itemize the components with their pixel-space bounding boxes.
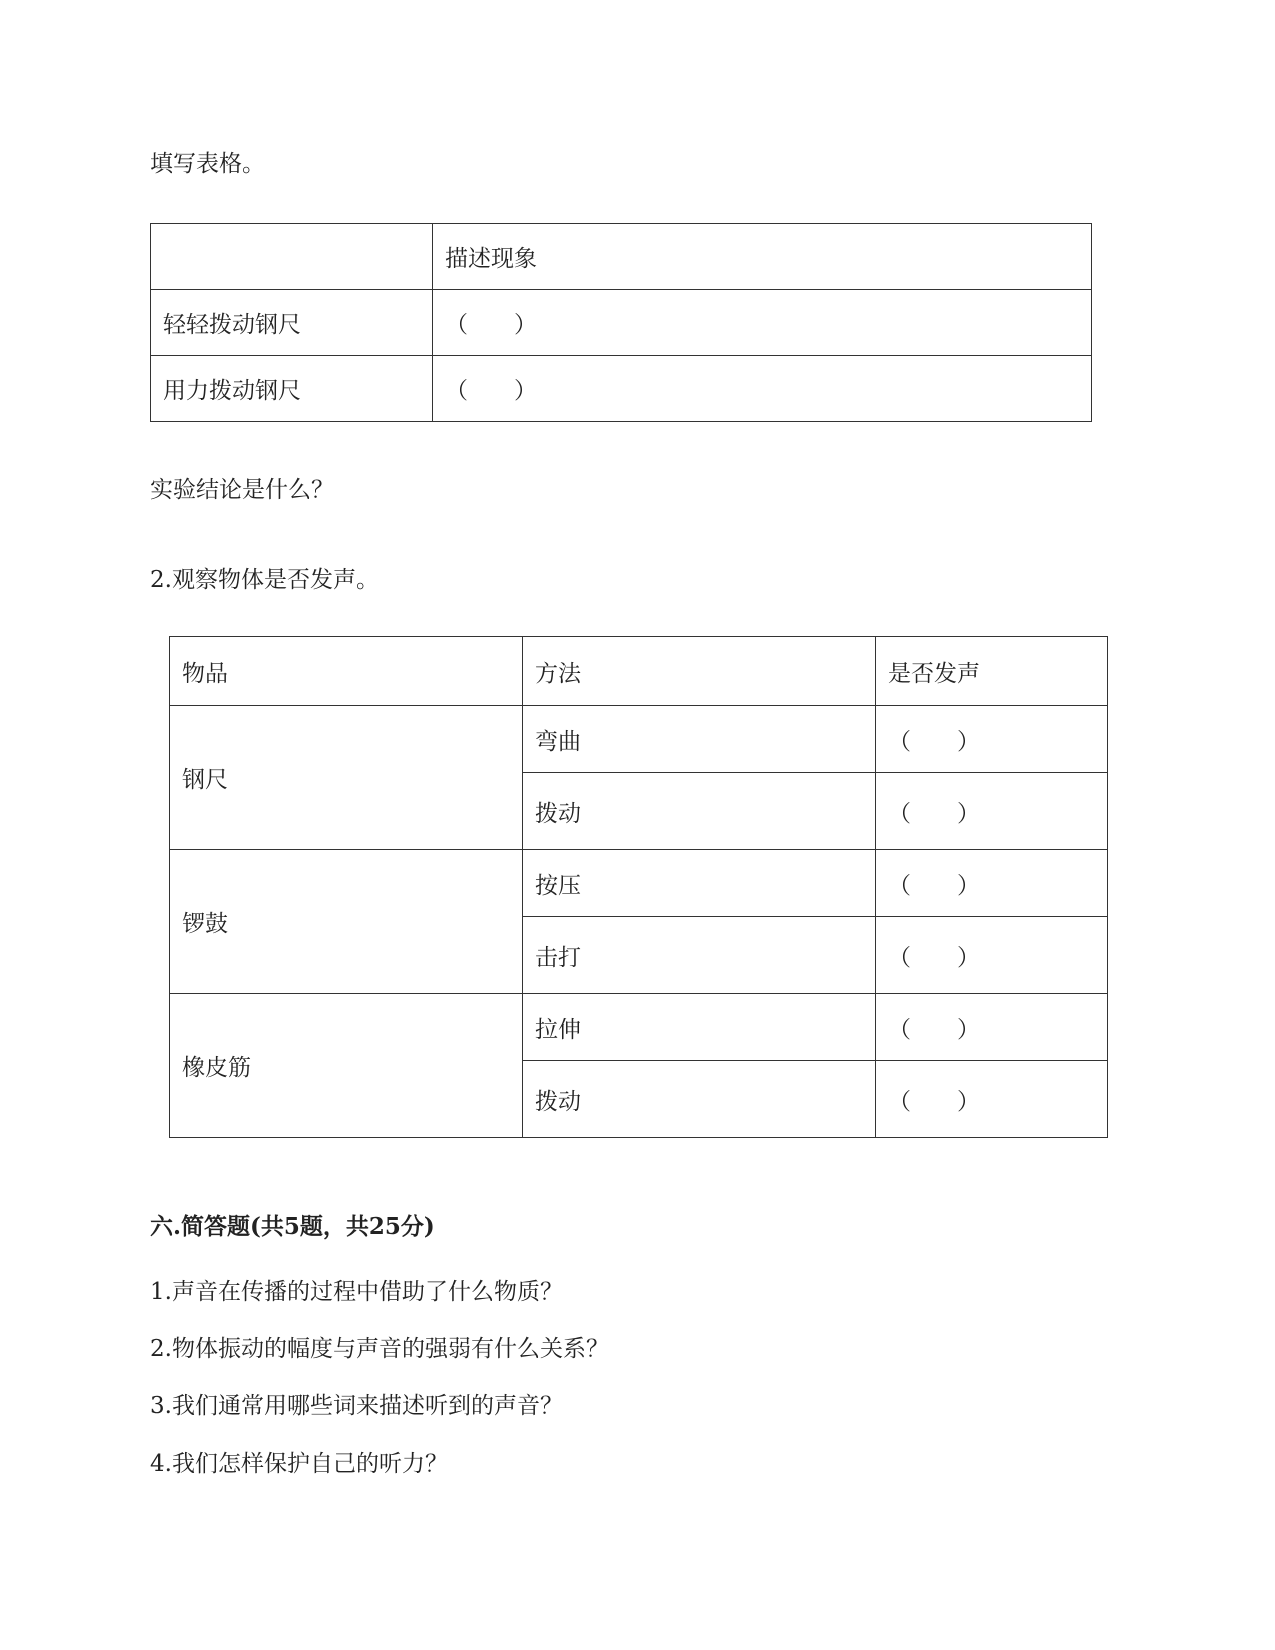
section-6-heading: 六.简答题(共5题，共25分) (150, 1213, 435, 1240)
short-answer-question: 1.声音在传播的过程中借助了什么物质？ (150, 1279, 563, 1305)
conclusion-prompt: 实验结论是什么？ (150, 477, 334, 503)
answer-blank: （ ） (876, 994, 1108, 1061)
table-row (151, 356, 1092, 422)
short-answer-question: 3.我们通常用哪些词来描述听到的声音？ (150, 1393, 563, 1419)
method-cell: 拨动 (523, 1061, 876, 1138)
answer-blank: （ ） (876, 773, 1108, 850)
method-cell: 弯曲 (523, 706, 876, 773)
answer-blank: （ ） (433, 290, 1092, 356)
phenomenon-table (150, 223, 1092, 422)
item-cell: 锣鼓 (170, 850, 523, 994)
table-header-cell (151, 224, 433, 290)
question-2-title: 2.观察物体是否发声。 (150, 567, 379, 593)
table-header-row (151, 224, 1092, 290)
item-cell: 钢尺 (170, 706, 523, 850)
row-label: 轻轻拨动钢尺 (151, 290, 433, 356)
table-row (170, 850, 1108, 917)
answer-blank: （ ） (876, 1061, 1108, 1138)
short-answer-question: 2.物体振动的幅度与声音的强弱有什么关系？ (150, 1336, 609, 1362)
table-header-cell: 方法 (523, 637, 876, 706)
table-header-cell: 是否发声 (876, 637, 1108, 706)
table-header-cell: 描述现象 (433, 224, 1092, 290)
answer-blank: （ ） (433, 356, 1092, 422)
item-cell: 橡皮筋 (170, 994, 523, 1138)
table-row (170, 706, 1108, 773)
table-header-row (170, 637, 1108, 706)
short-answer-question: 4.我们怎样保护自己的听力？ (150, 1451, 448, 1477)
method-cell: 拉伸 (523, 994, 876, 1061)
row-label: 用力拨动钢尺 (151, 356, 433, 422)
intro-text: 填写表格。 (150, 151, 265, 177)
method-cell: 拨动 (523, 773, 876, 850)
table-row (151, 290, 1092, 356)
answer-blank: （ ） (876, 850, 1108, 917)
table-row (170, 994, 1108, 1061)
method-cell: 按压 (523, 850, 876, 917)
method-cell: 击打 (523, 917, 876, 994)
sound-observation-table (169, 636, 1108, 1138)
table-header-cell: 物品 (170, 637, 523, 706)
answer-blank: （ ） (876, 706, 1108, 773)
answer-blank: （ ） (876, 917, 1108, 994)
